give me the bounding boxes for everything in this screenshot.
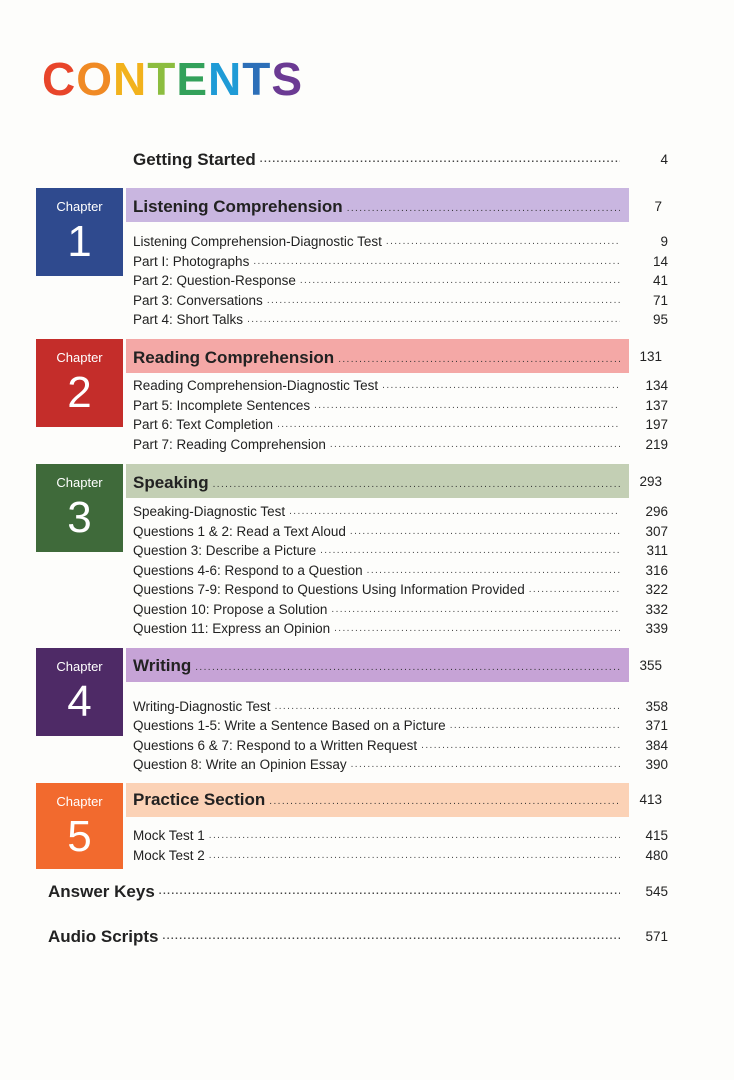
dot-leader (213, 478, 620, 491)
toc-label: Questions 1 & 2: Read a Text Aloud (133, 524, 346, 539)
toc-label: Mock Test 2 (133, 848, 205, 863)
toc-page: 14 (652, 254, 668, 269)
dot-leader (331, 603, 620, 616)
dot-leader (320, 544, 620, 557)
toc-label: Part 6: Text Completion (133, 417, 274, 432)
toc-entry[interactable] (133, 828, 668, 844)
chapter-number: 3 (67, 493, 92, 542)
toc-page: 322 (645, 582, 668, 597)
toc-entry[interactable] (133, 254, 668, 270)
toc-label: Question 8: Write an Opinion Essay (133, 757, 347, 772)
toc-page: 134 (645, 378, 668, 393)
chapter-title: Reading Comprehension (133, 348, 335, 367)
toc-entry[interactable] (133, 543, 668, 559)
chapter-2-box (36, 339, 123, 427)
toc-label: Part 5: Incomplete Sentences (133, 398, 311, 413)
chapter-page: 355 (639, 658, 662, 673)
toc-entry[interactable] (133, 563, 668, 579)
toc-entry[interactable] (133, 293, 668, 309)
chapter-3-box (36, 464, 123, 552)
toc-page: 4 (660, 152, 668, 167)
toc-entry[interactable] (133, 378, 668, 394)
chapter-page: 131 (639, 349, 662, 364)
dot-leader (300, 274, 620, 287)
dot-leader (421, 739, 620, 752)
dot-leader (529, 583, 620, 596)
toc-label: Part 3: Conversations (133, 293, 263, 308)
toc-page: 390 (645, 757, 668, 772)
dot-leader (163, 930, 620, 943)
dot-leader (350, 525, 620, 538)
toc-entry[interactable] (133, 437, 668, 453)
chapter-2-heading[interactable] (133, 348, 620, 368)
toc-audio-scripts[interactable] (48, 927, 668, 946)
toc-label: Reading Comprehension-Diagnostic Test (133, 378, 379, 393)
chapter-label: Chapter (56, 350, 103, 365)
dot-leader (253, 255, 620, 268)
dot-leader (351, 758, 620, 771)
title-letter: T (242, 53, 272, 105)
chapter-5-box (36, 783, 123, 869)
toc-label: Question 11: Express an Opinion (133, 621, 331, 636)
chapter-3-heading[interactable] (133, 473, 620, 493)
toc-label: Question 10: Propose a Solution (133, 602, 328, 617)
toc-page: 95 (652, 312, 668, 327)
toc-entry[interactable] (133, 398, 668, 414)
toc-label: Questions 1-5: Write a Sentence Based on a Picture (133, 718, 446, 733)
toc-label: Part 7: Reading Comprehension (133, 437, 326, 452)
toc-entry[interactable] (133, 621, 668, 637)
toc-label: Audio Scripts (48, 927, 159, 946)
toc-page: 197 (645, 417, 668, 432)
title-letter: O (76, 53, 114, 105)
dot-leader (330, 438, 620, 451)
toc-entry[interactable] (133, 848, 668, 864)
toc-getting-started[interactable] (133, 150, 668, 169)
chapter-number: 5 (67, 812, 92, 861)
toc-label: Questions 7-9: Respond to Questions Using Information Provided (133, 582, 525, 597)
title-letter: E (176, 53, 209, 105)
dot-leader (247, 313, 620, 326)
toc-label: Getting Started (133, 150, 256, 169)
toc-answer-keys[interactable] (48, 882, 668, 901)
toc-page: 41 (652, 273, 668, 288)
toc-page: 71 (652, 293, 668, 308)
toc-entry[interactable] (133, 718, 668, 734)
chapter-label: Chapter (56, 475, 103, 490)
dot-leader (275, 700, 620, 713)
toc-page: 480 (645, 848, 668, 863)
title-letter: N (208, 53, 243, 105)
toc-page: 296 (645, 504, 668, 519)
toc-page: 307 (645, 524, 668, 539)
toc-entry[interactable] (133, 273, 668, 289)
toc-page: 371 (645, 718, 668, 733)
title-letter: T (147, 53, 177, 105)
toc-page: 137 (645, 398, 668, 413)
toc-page: 219 (645, 437, 668, 452)
toc-page: 332 (645, 602, 668, 617)
toc-label: Listening Comprehension-Diagnostic Test (133, 234, 382, 249)
title-letter: S (271, 53, 304, 105)
toc-entry[interactable] (133, 757, 668, 773)
toc-page: 311 (646, 543, 668, 558)
dot-leader (314, 399, 620, 412)
dot-leader (277, 418, 620, 431)
toc-entry[interactable] (133, 504, 668, 520)
page-title (42, 53, 304, 105)
toc-page: 358 (645, 699, 668, 714)
toc-entry[interactable] (133, 602, 668, 618)
toc-label: Writing-Diagnostic Test (133, 699, 271, 714)
dot-leader (347, 202, 620, 215)
dot-leader (159, 885, 620, 898)
toc-page: 339 (645, 621, 668, 636)
title-letter: N (113, 53, 148, 105)
toc-label: Question 3: Describe a Picture (133, 543, 317, 558)
dot-leader (267, 294, 620, 307)
toc-entry[interactable] (133, 738, 668, 754)
toc-page: 415 (645, 828, 668, 843)
dot-leader (209, 829, 620, 842)
toc-entry[interactable] (133, 699, 668, 715)
toc-entry[interactable] (133, 312, 668, 328)
dot-leader (334, 622, 620, 635)
toc-label: Part I: Photographs (133, 254, 250, 269)
chapter-5-heading[interactable] (133, 790, 620, 810)
chapter-label: Chapter (56, 659, 103, 674)
dot-leader (386, 235, 620, 248)
toc-entry[interactable] (133, 234, 668, 250)
dot-leader (367, 564, 620, 577)
toc-label: Questions 4-6: Respond to a Question (133, 563, 363, 578)
chapter-label: Chapter (56, 199, 103, 214)
toc-page: 545 (645, 884, 668, 899)
chapter-1-heading[interactable] (133, 197, 620, 217)
toc-entry[interactable] (133, 524, 668, 540)
toc-page: 9 (660, 234, 668, 249)
dot-leader (382, 379, 620, 392)
dot-leader (195, 661, 620, 674)
chapter-title: Writing (133, 656, 192, 675)
toc-label: Answer Keys (48, 882, 155, 901)
chapter-title: Practice Section (133, 790, 266, 809)
dot-leader (338, 353, 620, 366)
chapter-4-box (36, 648, 123, 736)
chapter-page: 7 (654, 199, 662, 214)
toc-entry[interactable] (133, 582, 668, 598)
toc-page: 316 (645, 563, 668, 578)
chapter-page: 413 (639, 792, 662, 807)
dot-leader (289, 505, 620, 518)
dot-leader (269, 795, 620, 808)
toc-label: Part 4: Short Talks (133, 312, 244, 327)
dot-leader (209, 849, 620, 862)
toc-label: Speaking-Diagnostic Test (133, 504, 286, 519)
dot-leader (260, 153, 620, 166)
chapter-number: 4 (67, 677, 92, 726)
chapter-number: 2 (67, 368, 92, 417)
toc-label: Part 2: Question-Response (133, 273, 296, 288)
toc-label: Mock Test 1 (133, 828, 205, 843)
chapter-page: 293 (639, 474, 662, 489)
toc-page: 571 (645, 929, 668, 944)
chapter-label: Chapter (56, 794, 103, 809)
chapter-title: Speaking (133, 473, 209, 492)
chapter-1-box (36, 188, 123, 276)
chapter-title: Listening Comprehension (133, 197, 343, 216)
toc-page: 384 (645, 738, 668, 753)
toc-entry[interactable] (133, 417, 668, 433)
chapter-4-heading[interactable] (133, 656, 620, 676)
dot-leader (450, 719, 620, 732)
chapter-number: 1 (67, 217, 92, 266)
title-letter: C (42, 53, 77, 105)
toc-label: Questions 6 & 7: Respond to a Written Request (133, 738, 418, 753)
